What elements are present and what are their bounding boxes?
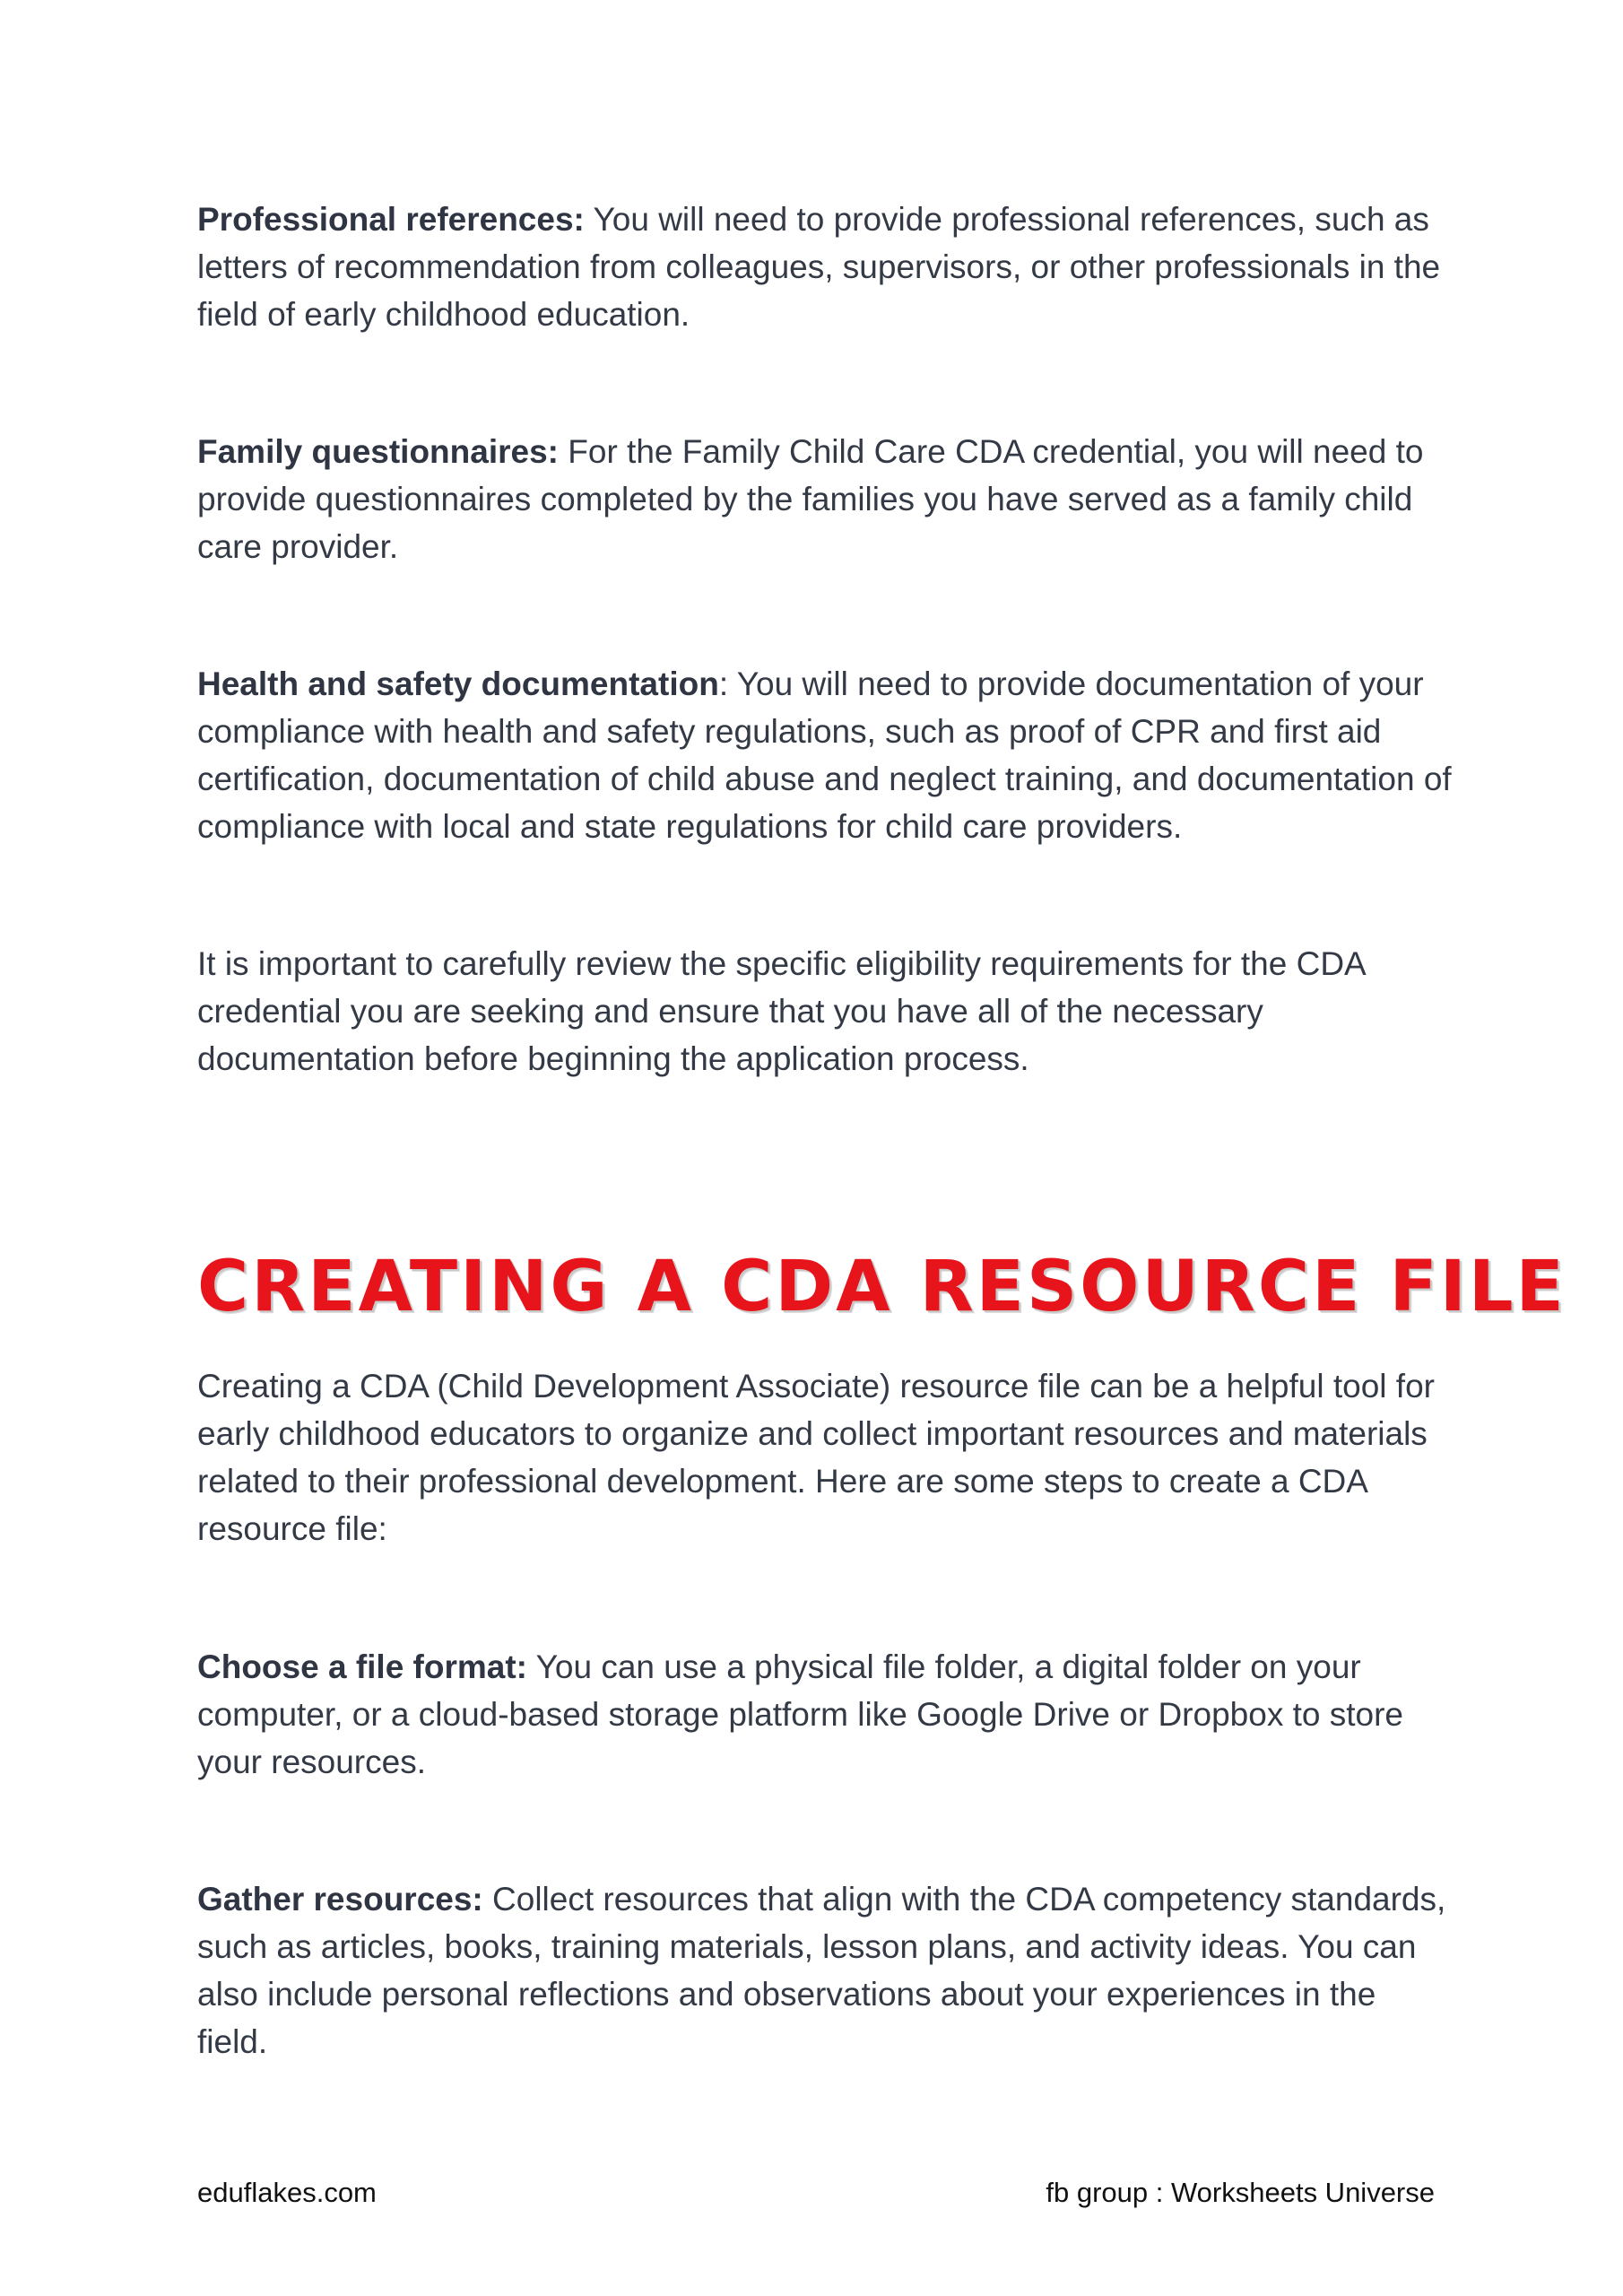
footer-website: eduflakes.com: [197, 2177, 377, 2208]
section-intro: Creating a CDA (Child Development Associate) resource file can be a helpful tool for early childhood educators to organize and collect important resources and materials related to their professional development. Here are some steps to create a CDA resource file:: [197, 1368, 1435, 1547]
footer-fb-group: fb group : Worksheets Universe: [1046, 2177, 1435, 2208]
step-text: Collect resources that align with the CDA competency standards, such as articles, books, training materials, lesson plans, and activity ideas. You can also include personal reflections and observations about your experiences in the field.: [197, 1881, 1446, 2060]
paragraph-health-safety: [197, 660, 1453, 850]
paragraph-professional-references: [197, 196, 1453, 338]
step-text: You can use a physical file folder, a digital folder on your computer, or a cloud-based storage platform like Google Drive or Dropbox to store your resources.: [197, 1648, 1403, 1780]
paragraph-label: Health and safety documentation: [197, 665, 719, 702]
step-label: Choose a file format:: [197, 1648, 527, 1685]
paragraph-label: Family questionnaires:: [197, 433, 559, 470]
paragraph-review-requirements: [197, 940, 1453, 1083]
section-heading: CREATING A CDA RESOURCE FILE: [197, 1247, 1567, 1327]
paragraph-text: You will need to provide professional references, such as letters of recommendation from colleagues, supervisors, or other professionals in the field of early childhood education.: [197, 201, 1441, 333]
paragraph-family-questionnaires: [197, 428, 1453, 570]
step-choose-file-format: [197, 1643, 1453, 1786]
paragraph-label: Professional references:: [197, 201, 585, 238]
step-label: Gather resources:: [197, 1881, 483, 1918]
step-gather-resources: [197, 1875, 1453, 2066]
paragraph-text: : You will need to provide documentation of your compliance with health and safety regulations, such as proof of CPR and first aid certification, documentation of child abuse and neglect training, and documentation of compliance with local and state regulations for child care providers.: [197, 665, 1452, 845]
paragraph-text: For the Family Child Care CDA credential, you will need to provide questionnaires completed by the families you have served as a family child care provider.: [197, 433, 1424, 565]
paragraph-text: It is important to carefully review the specific eligibility requirements for the CDA credential you are seeking and ensure that you have all of the necessary documentation before beginning the application process.: [197, 945, 1365, 1077]
